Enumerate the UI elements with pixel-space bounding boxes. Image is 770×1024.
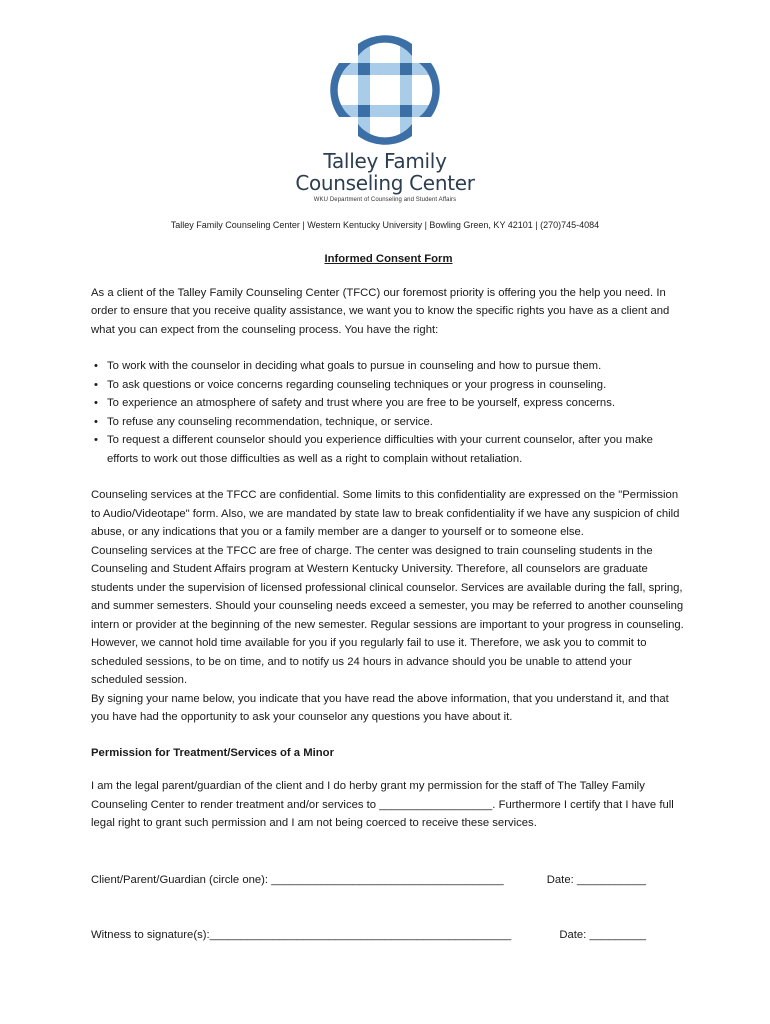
confidentiality-paragraph: Counseling services at the TFCC are confidential. Some limits to this confidentiality are expressed on the "Permission to Audio/Videotape" form. Also, we are mandated by state law to break confidentiality if we have any suspicion of child abuse, or any indications that you or a family member are a danger to yourself or to someone else. [91,489,680,538]
guardian-signature-row [91,871,686,890]
witness-signature-field[interactable]: Witness to signature(s):________________________________________________ [91,929,512,941]
witness-signature-row [91,926,686,945]
minor-permission-paragraph: I am the legal parent/guardian of the client and I do herby grant my permission for the staff of The Talley Family Counseling Center to render treatment and/or services to __________________. Furthermore I certify that I have full legal right to grant such permission and I am not being coerced to receive these services. [91,780,674,829]
logo-department: WKU Department of Counseling and Student Affairs [313,197,457,203]
rights-list [91,357,686,468]
guardian-signature-field[interactable]: Client/Parent/Guardian (circle one): _____________________________________ [91,873,504,886]
list-item: • To refuse any counseling recommendation, technique, or service. [107,413,686,432]
signing-paragraph: By signing your name below, you indicate that you have read the above information, that you understand it, and that you have had the opportunity to ask your counselor any questions you have about it. [91,692,669,723]
guardian-date-field[interactable]: Date: ___________ [546,873,646,886]
form-body [91,250,686,945]
intro-paragraph: As a client of the Talley Family Counseling Center (TFCC) our foremost priority is offering you the help you need. In order to ensure that you receive quality assistance, we want you to know the specific rights you have as a client and what you can expect from the counseling process. You have the right: [91,286,670,336]
center-logo [0,30,770,203]
witness-date-field[interactable]: Date: _________ [559,929,646,941]
charges-paragraph: Counseling services at the TFCC are free of charge. The center was designed to train counseling students in the Counseling and Student Affairs program at Western Kentucky University. Therefore, all counselors are graduate students under the supervision of licensed professional clinical counselor. Services are available during the fall, spring, and summer semesters. Should your counseling needs exceed a semester, you may be referred to another counseling intern or provider at the beginning of the new semester. Regular sessions are important to your progress in counseling. However, we cannot hold time available for you if you regularly fail to use it. Therefore, we ask you to commit to scheduled sessions, to be on time, and to notify us 24 hours in advance should you be unable to attend your scheduled session. [91,544,684,686]
form-title: Informed Consent Form [324,253,453,265]
minor-section-title: Permission for Treatment/Services of a Minor [91,746,334,759]
list-item: • To request a different counselor should you experience difficulties with your current counselor, after you make efforts to work out those difficulties as well as a right to complain without retaliation. [107,431,686,468]
logo-name-line2: Counseling Center [295,171,475,195]
logo-name-line1: Talley Family [323,149,447,173]
list-item: • To ask questions or voice concerns regarding counseling techniques or your progress in counseling. [107,376,686,395]
list-item: • To work with the counselor in deciding what goals to pursue in counseling and how to pursue them. [107,357,686,376]
address-line: Talley Family Counseling Center | Western Kentucky University | Bowling Green, KY 42101 | (270)745-4084 [170,220,600,230]
celtic-cross-logo-icon [325,30,445,150]
list-item: • To experience an atmosphere of safety and trust where you are free to be yourself, express concerns. [107,394,686,413]
